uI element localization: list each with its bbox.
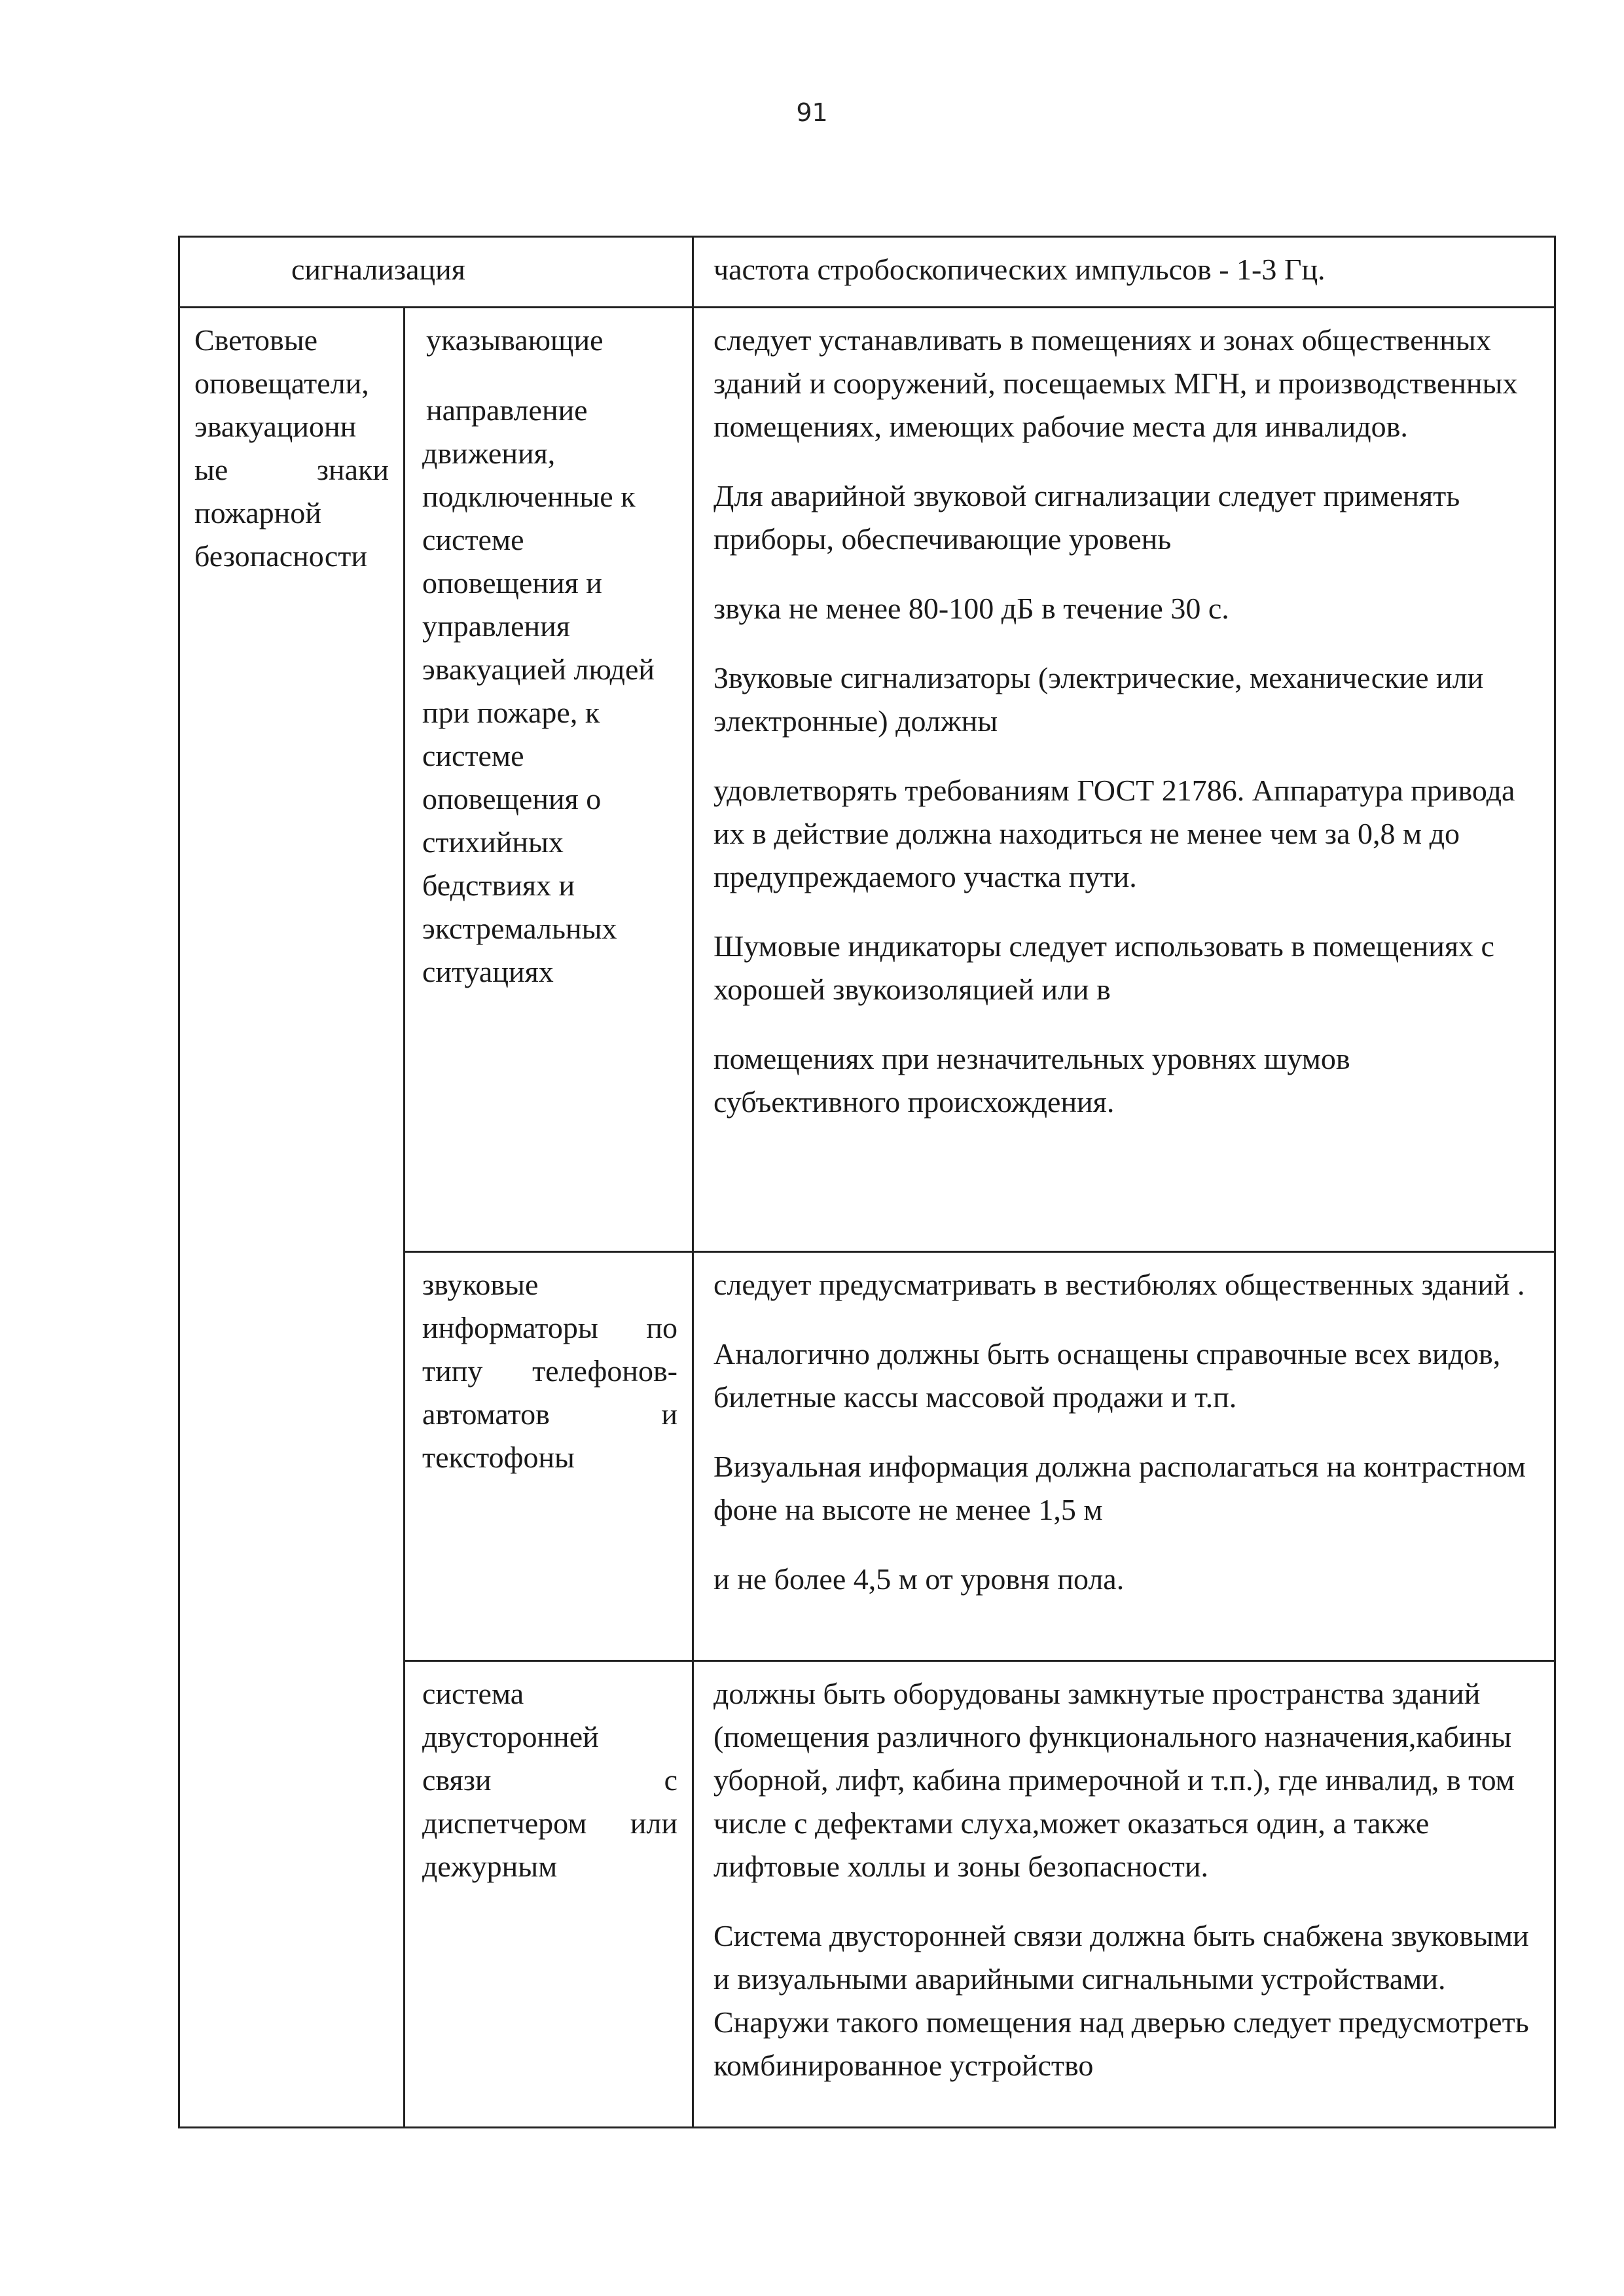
type-line: система [422,1677,524,1710]
top-left-cell [179,237,693,308]
table-row [179,308,1555,1252]
paragraph: Система двусторонней связи должна быть снабжена звуковыми и визуальными аварийными сигнальными устройствами. Снаружи такого помещения над дверью следует предусмотреть комбинированное устройство [713,1919,1529,2082]
type-cell [405,308,693,1252]
description-text [694,1662,1554,2087]
paragraph: Шумовые индикаторы следует использовать в помещениях с хорошей звукоизоляцией или в [713,929,1494,1006]
type-line: при пожаре, к [422,696,600,729]
top-right-text: частота стробоскопических импульсов - 1-3 Гц. [713,253,1326,286]
top-left-text: сигнализация [291,253,465,286]
type-line: эвакуацией людей [422,653,655,686]
group-label [180,308,403,578]
paragraph: удовлетворять требованиям ГОСТ 21786. Аппаратура привода их в действие должна находиться не менее чем за 0,8 м до предупреждаемого участка пути. [713,774,1515,893]
label-line: Световые [194,323,318,357]
description-cell [693,1661,1555,2128]
type-line: автоматов и [422,1397,677,1431]
paragraph: следует предусматривать в вестибюлях общественных зданий . [713,1268,1525,1301]
type-line: бедствиях и [422,869,575,902]
type-cell [405,1661,693,2128]
type-line: двусторонней [422,1720,599,1753]
type-cell [405,1252,693,1661]
type-line: оповещения о [422,782,602,816]
description-text [694,308,1554,1124]
paragraph: должны быть оборудованы замкнутые пространства зданий (помещения различного функционального назначения,кабины уборной, лифт, кабина примерочной и т.п.), где инвалид, в том числе с дефектами слуха,может оказаться один, а также лифтовые холлы и зоны безопасности. [713,1677,1515,1883]
description-text [694,1253,1554,1601]
description-cell [693,308,1555,1252]
type-line: информаторы по [422,1311,677,1344]
label-line: эвакуационн [194,410,357,443]
type-text [405,1253,692,1479]
paragraph: Для аварийной звуковой сигнализации следует применять приборы, обеспечивающие уровень [713,479,1460,556]
paragraph: помещениях при незначительных уровнях шумов субъективного происхождения. [713,1042,1350,1119]
type-line: звуковые [422,1268,539,1301]
type-line: связи с [422,1763,677,1797]
type-line: оповещения и [422,566,602,600]
requirements-table [178,236,1556,2128]
type-line: текстофоны [422,1441,575,1474]
paragraph: следует устанавливать в помещениях и зонах общественных зданий и сооружений, посещаемых МГН, и производственных помещениях, имеющих рабочие места для инвалидов. [713,323,1518,443]
type-line: указывающие [426,323,604,357]
page-number: 91 [796,98,828,127]
type-line: управления [422,609,570,643]
paragraph: звука не менее 80-100 дБ в течение 30 с. [713,592,1229,625]
table-row [179,237,1555,308]
paragraph: Визуальная информация должна располагаться на контрастном фоне на высоте не менее 1,5 м [713,1450,1526,1526]
paragraph: Аналогично должны быть оснащены справочные всех видов, билетные кассы массовой продажи и т.п. [713,1337,1501,1414]
type-line: системе [422,523,524,556]
type-line: подключенные к [422,480,636,513]
paragraph: и не более 4,5 м от уровня пола. [713,1562,1125,1596]
type-line: направление [426,393,588,427]
type-line: экстремальных [422,912,617,945]
label-line: ые знаки [194,453,389,486]
type-line: стихийных [422,825,564,859]
label-line: оповещатели, [194,367,369,400]
paragraph: Звуковые сигнализаторы (электрические, механические или электронные) должны [713,661,1484,738]
type-line: движения, [422,437,556,470]
description-cell [693,1252,1555,1661]
label-line: пожарной [194,496,321,529]
type-line: системе [422,739,524,772]
type-line: дежурным [422,1850,558,1883]
label-line: безопасности [194,539,368,573]
type-text [405,1662,692,1888]
type-text [405,308,692,994]
top-right-cell [693,237,1555,308]
type-line: диспетчером или [422,1806,677,1840]
type-line: ситуациях [422,955,554,988]
type-line: типу телефонов- [422,1354,677,1388]
group-label-cell [179,308,405,2128]
